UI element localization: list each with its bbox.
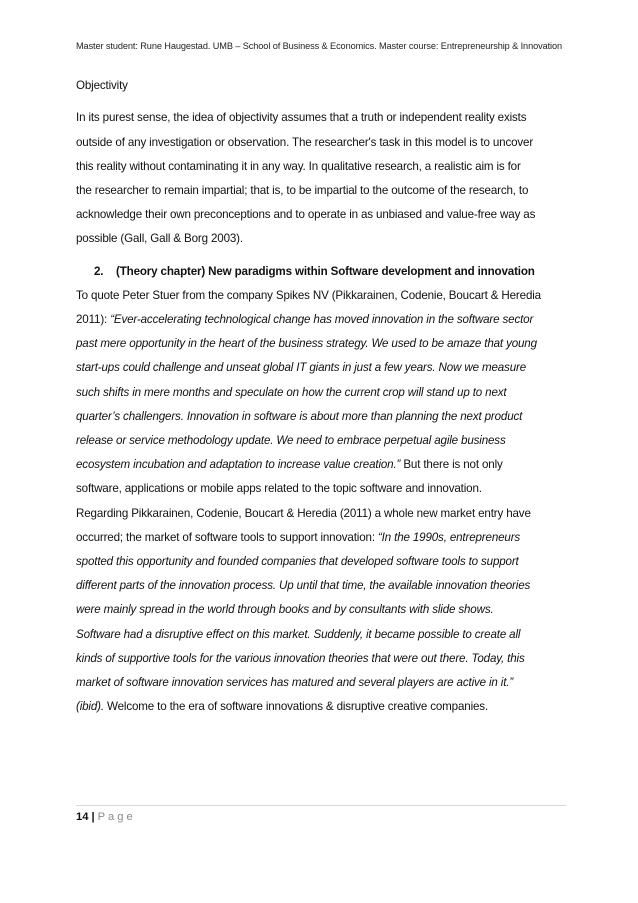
page-label: Page (97, 811, 136, 823)
quote-line: quarter’s challengers. Innovation in software is about more than planning the next product (76, 409, 523, 423)
body-text (76, 74, 568, 719)
quote-line: were mainly spread in the world through books and by consultants with slide shows. (76, 603, 494, 617)
text-line: the researcher to remain impartial; that is, to be impartial to the outcome of the research, to (76, 184, 529, 198)
text-line: Regarding Pikkarainen, Codenie, Boucart & Heredia (2011) a whole new market entry have (76, 506, 531, 520)
page-footer (76, 811, 136, 823)
text-line (76, 695, 568, 719)
text-line: software, applications or mobile apps related to the topic software and innovation. (76, 482, 482, 496)
section-title-objectivity: Objectivity (76, 79, 128, 92)
quote-line: past mere opportunity in the heart of the business strategy. We used to be amaze that young (76, 337, 537, 351)
text-run: occurred; the market of software tools to support innovation: (76, 530, 378, 544)
text-line: this reality without contaminating it in any way. In qualitative research, a realistic aim is for (76, 159, 521, 173)
text-line: possible (Gall, Gall & Borg 2003). (76, 232, 243, 246)
text-line: In its purest sense, the idea of objectivity assumes that a truth or independent reality exists (76, 111, 527, 125)
text-line (76, 308, 568, 332)
text-run: But there is not only (400, 458, 503, 472)
quote-line: different parts of the innovation process. Up until that time, the available innovation theories (76, 579, 531, 593)
running-header: Master student: Rune Haugestad. UMB – School of Business & Economics. Master course: Entrepreneurship & Innovation (76, 41, 563, 51)
section-heading-theory (76, 260, 568, 284)
paragraph-objectivity (76, 106, 568, 251)
quote-line: kinds of supportive tools for the various innovation theories that were out there. Today, this (76, 651, 525, 665)
quote-line: spotted this opportunity and founded companies that developed software tools to support (76, 555, 519, 569)
quote-text: ecosystem incubation and adaptation to increase value creation.” (76, 458, 401, 472)
text-line (76, 526, 568, 550)
quote-text: “In the 1990s, entrepreneurs (377, 530, 521, 544)
text-run: Welcome to the era of software innovations & disruptive creative companies. (103, 700, 489, 714)
quote-line: release or service methodology update. We need to embrace perpetual agile business (76, 434, 506, 448)
text-line: To quote Peter Stuer from the company Spikes NV (Pikkarainen, Codenie, Boucart & Heredia (76, 288, 541, 302)
paragraph-theory (76, 284, 568, 720)
page-number: 14 (76, 811, 89, 823)
footer-divider (76, 805, 566, 806)
quote-line: such shifts in mere months and speculate on how the current crop will stand up to next (76, 385, 507, 399)
heading-title: (Theory chapter) New paradigms within Software development and innovation (116, 264, 535, 278)
quote-text: “Ever-accelerating technological change has moved innovation in the software sector (110, 313, 534, 327)
text-line: acknowledge their own preconceptions and to operate in as unbiased and value-free way as (76, 208, 536, 222)
text-line: outside of any investigation or observation. The researcher's task in this model is to uncover (76, 135, 534, 149)
quote-text: (ibid). (76, 700, 104, 714)
text-run: 2011): (76, 313, 111, 327)
heading-number: 2. (94, 264, 104, 278)
quote-line: Software had a disruptive effect on this market. Suddenly, it became possible to create all (76, 627, 521, 641)
text-line (76, 453, 568, 477)
quote-line: start-ups could challenge and unseat global IT giants in just a few years. Now we measure (76, 361, 527, 375)
quote-line: market of software innovation services has matured and several players are active in it.” (76, 676, 514, 690)
footer-separator: | (91, 811, 95, 823)
